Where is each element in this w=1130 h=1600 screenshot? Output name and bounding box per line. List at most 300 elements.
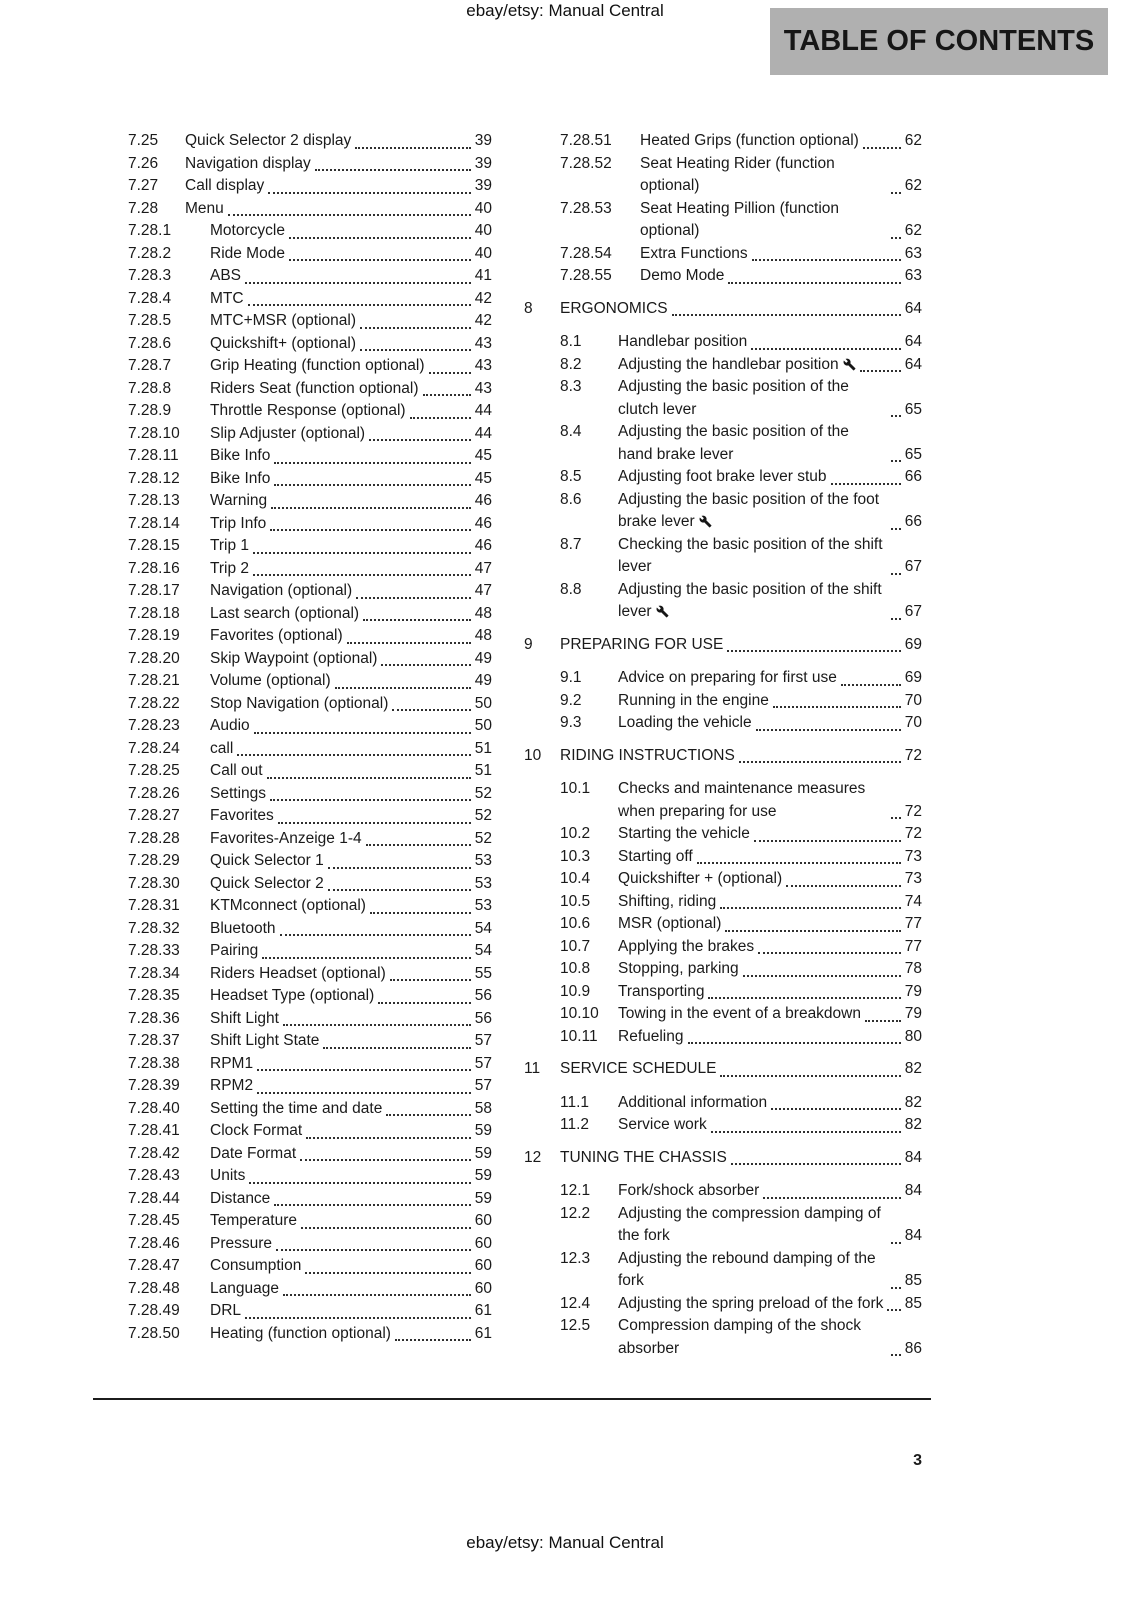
toc-entry [524,981,922,1004]
toc-entry-title [210,490,269,513]
toc-entry-title [185,198,226,221]
toc-entry-title-text: Last search (optional) [210,604,360,622]
toc-entry-page: 47 [474,582,492,599]
toc-entry-page: 64 [904,333,922,350]
toc-entry [128,400,492,423]
toc-entry-title [618,534,889,579]
toc-entry-title [560,1147,729,1170]
dotted-leader [891,618,901,620]
toc-entry-number: 8.7 [560,535,582,553]
toc-entry-number: 12 [524,1148,542,1166]
toc-entry-title [640,153,889,198]
toc-entry-title [640,130,861,153]
toc-entry-page: 70 [904,691,922,709]
dotted-leader [301,1227,471,1229]
toc-entry-number: 8.1 [560,333,582,350]
toc-entry-title-text: PREPARING FOR USE [560,635,724,653]
toc-entry-title [210,1143,298,1166]
toc-entry [128,1120,492,1143]
toc-entry-number: 7.28.8 [128,379,172,397]
toc-entry-number: 10.5 [560,892,591,910]
toc-entry-title [210,850,326,873]
toc-entry-page: 63 [904,244,922,262]
toc-entry-number: 7.28.1 [128,222,172,239]
dotted-leader [274,484,470,486]
toc-entry-number: 9.3 [560,714,582,731]
toc-entry-number: 11.1 [560,1093,590,1111]
toc-entry-title [640,198,889,243]
toc-entry-title-text: Settings [210,784,267,802]
toc-entry-title-text: Adjusting the spring preload of the fork [618,1294,884,1312]
dotted-leader [328,889,471,891]
toc-entry-title-text: Fork/shock absorber [618,1182,760,1199]
toc-entry-title-text: Grip Heating (function optional) [210,357,425,374]
toc-entry-page: 40 [474,199,492,217]
toc-entry-title-text: Adjusting the rebound damping of the fork [618,1249,876,1289]
toc-entry-title-text: Trip Info [210,514,267,532]
toc-entry-title [210,828,364,851]
toc-entry [128,288,492,311]
toc-entry-number: 7.28.16 [128,559,180,577]
toc-entry-title [210,603,361,626]
toc-entry-page: 39 [474,132,492,149]
toc-entry-title-text: Volume (optional) [210,672,331,689]
toc-entry-number: 7.28.3 [128,267,172,284]
toc-entry-number: 10 [524,746,542,764]
toc-entry-title [618,1293,885,1316]
toc-entry-page: 43 [474,357,492,374]
toc-entry-page: 52 [474,829,492,847]
toc-entry-title-text: Adjusting the basic position of the hand brake lever [618,423,849,463]
toc-entry-title [210,310,358,333]
toc-entry-number: 7.28.53 [560,199,612,217]
dotted-leader [300,1159,471,1161]
toc-entry-page: 39 [474,177,492,194]
toc-entry [524,421,922,466]
dotted-leader [771,1108,901,1110]
toc-entry-page: 65 [904,400,922,418]
toc-entry-page: 42 [474,312,492,329]
toc-entry-title-text: Distance [210,1189,271,1207]
toc-entry [524,868,922,891]
toc-entry [128,265,492,288]
toc-entry-title-text: Menu [185,199,224,217]
dotted-leader [369,439,471,441]
toc-entry-title-text: Throttle Response (optional) [210,402,406,419]
toc-entry-title-text: Quick Selector 2 display [185,132,352,149]
toc-entry-page: 79 [904,1005,922,1022]
toc-entry-title-text: Favorites [210,807,274,824]
dotted-leader [228,214,471,216]
toc-entry-title-text: Bike Info [210,469,271,487]
toc-entry-title-text: Call display [185,177,265,194]
toc-entry-page: 67 [904,558,922,575]
toc-entry-title-text: Quick Selector 1 [210,852,324,869]
toc-entry-page: 56 [474,1009,492,1027]
toc-entry-title-text: Quickshifter + (optional) [618,870,783,887]
dotted-leader [763,1197,900,1199]
toc-entry-title [210,513,268,536]
toc-entry [524,958,922,981]
toc-entry-title-text: Handlebar position [618,333,748,350]
toc-entry-page: 73 [904,870,922,887]
toc-entry-title-text: Advice on preparing for first use [618,669,837,686]
toc-entry-number: 7.28.54 [560,244,612,262]
toc-entry-page: 60 [474,1279,492,1297]
toc-entry-title-text: Bike Info [210,447,271,464]
toc-entry-title-text: Quickshift+ (optional) [210,334,357,352]
toc-entry-title [560,634,725,657]
toc-entry-number: 7.28.49 [128,1302,180,1319]
toc-entry-page: 54 [474,942,492,959]
dotted-leader [751,348,900,350]
toc-entry-title-text: RPM1 [210,1054,254,1072]
toc-entry-title-text: DRL [210,1302,242,1319]
toc-entry-page: 82 [904,1116,922,1133]
toc-entry-number: 10.2 [560,825,591,842]
toc-entry-number: 7.28.5 [128,312,172,329]
toc-entry-page: 62 [904,177,922,194]
bottom-watermark: ebay/etsy: Manual Central [466,1533,664,1552]
top-watermark: ebay/etsy: Manual Central [466,1,664,20]
toc-entry [524,1180,922,1203]
toc-entry-page: 44 [474,402,492,419]
dotted-leader [891,528,901,530]
toc-entry-number: 12.2 [560,1204,591,1222]
toc-entry-title [618,1092,769,1115]
toc-entry-title [618,331,749,354]
toc-entry [128,850,492,873]
toc-entry-number: 8.2 [560,355,582,373]
toc-entry-number: 7.28.18 [128,604,180,622]
toc-entry-page: 60 [474,1234,492,1252]
toc-entry-number: 10.11 [560,1027,598,1045]
toc-entry-number: 7.28.11 [128,447,179,464]
toc-entry-page: 72 [904,825,922,842]
toc-entry-title-text: RPM2 [210,1077,254,1094]
dotted-leader [863,147,901,149]
toc-entry-page: 48 [474,627,492,644]
toc-entry-title-text: Temperature [210,1212,298,1229]
toc-entry-title-text: Adjusting foot brake lever stub [618,468,827,485]
toc-entry-page: 40 [474,222,492,239]
toc-entry-title-text: Adjusting the handlebar position [618,355,839,373]
toc-entry [128,1188,492,1211]
toc-entry-page: 62 [904,222,922,239]
toc-entry-number: 8.5 [560,468,582,485]
dotted-leader [756,729,901,731]
toc-entry-page: 59 [474,1189,492,1207]
toc-entry-title [210,873,326,896]
dotted-leader [831,483,901,485]
toc-entry-number: 12.4 [560,1294,591,1312]
toc-entry-title-text: Trip 2 [210,559,250,577]
toc-entry-title [618,466,829,489]
toc-entry-title-text: call [210,739,234,757]
dotted-leader [386,1114,470,1116]
toc-entry-page: 55 [474,964,492,982]
toc-entry [128,625,492,648]
toc-entry [128,783,492,806]
toc-entry-number: 7.28.30 [128,874,180,892]
toc-entry [128,243,492,266]
toc-entry-title [618,354,858,377]
toc-entry [128,310,492,333]
toc-entry [524,153,922,198]
toc-entry-title [618,667,839,690]
toc-entry-page: 52 [474,784,492,802]
toc-entry-page: 46 [474,537,492,554]
toc-entry-title [210,963,388,986]
toc-entry-title-text: RIDING INSTRUCTIONS [560,746,735,764]
toc-entry-page: 59 [474,1144,492,1162]
toc-entry [524,823,922,846]
toc-entry [128,603,492,626]
toc-entry [524,489,922,534]
toc-entry [128,198,492,221]
toc-entry-title-text: Stop Navigation (optional) [210,694,389,712]
toc-entry-page: 69 [904,635,922,653]
toc-entry-title [185,153,313,176]
toc-entry-title-text: Audio [210,717,250,734]
toc-entry-title [210,1323,393,1346]
toc-entry-title-text: KTMconnect (optional) [210,897,366,914]
toc-entry-page: 52 [474,807,492,824]
toc-entry-number: 7.28.24 [128,739,180,757]
toc-entry-number: 7.28.13 [128,492,180,509]
toc-entry [128,445,492,468]
toc-entry-title-text: ERGONOMICS [560,299,668,317]
toc-entry-page: 74 [904,892,922,910]
toc-entry [128,805,492,828]
dotted-leader [731,1163,901,1165]
toc-entry [524,1293,922,1316]
toc-entry-title-text: Shift Light State [210,1032,320,1049]
toc-entry-title-text: Checking the basic position of the shift lever [618,535,883,575]
dotted-leader [360,327,471,329]
toc-entry-title-text: Loading the vehicle [618,714,752,731]
toc-entry [128,985,492,1008]
toc-entry-number: 8.8 [560,580,582,598]
toc-entry-page: 48 [474,604,492,622]
dotted-leader [267,777,471,779]
toc-entry-page: 62 [904,132,922,149]
toc-entry-title [210,1210,299,1233]
toc-entry-number: 7.28.43 [128,1167,180,1184]
toc-entry-title-text: Navigation display [185,154,311,172]
toc-entry-page: 84 [904,1148,922,1166]
toc-entry-title-text: Refueling [618,1027,684,1045]
toc-entry-page: 45 [474,469,492,487]
dotted-leader [271,507,471,509]
toc-banner-title: TABLE OF CONTENTS [783,25,1095,57]
toc-entry-title-text: Stopping, parking [618,960,739,977]
toc-entry-title-text: SERVICE SCHEDULE [560,1060,717,1077]
toc-entry-title-text: Ride Mode [210,244,285,262]
dotted-leader [423,394,471,396]
toc-entry-page: 43 [474,379,492,397]
toc-entry-title [618,376,889,421]
toc-entry-number: 7.28.26 [128,784,180,802]
toc-entry-page: 86 [904,1339,922,1357]
dotted-leader [708,997,900,999]
toc-entry-page: 61 [474,1324,492,1342]
toc-entry-number: 7.28.29 [128,852,180,869]
dotted-leader [283,1024,471,1026]
dotted-leader [392,709,470,711]
toc-entry-number: 7.28.37 [128,1032,180,1049]
toc-entry-title [210,445,272,468]
toc-entry [524,466,922,489]
toc-entry [128,918,492,941]
toc-entry-title-text: Call out [210,762,263,779]
toc-entry [128,940,492,963]
toc-entry-title [640,243,750,266]
toc-entry-number: 8.6 [560,490,582,508]
toc-entry-title [210,1188,272,1211]
toc-entry [524,690,922,713]
toc-entry-title [210,1053,255,1076]
toc-entry [128,873,492,896]
toc-entry [524,1003,922,1026]
toc-entry-page: 85 [904,1294,922,1312]
dotted-leader [305,1272,470,1274]
toc-entry-page: 84 [904,1182,922,1199]
toc-entry [128,1300,492,1323]
toc-entry-title-text: TUNING THE CHASSIS [560,1148,727,1166]
toc-entry-page: 51 [474,762,492,779]
toc-entry-page: 40 [474,244,492,262]
toc-entry-title-text: Demo Mode [640,267,725,284]
toc-entry [128,423,492,446]
toc-entry-title-text: Riders Headset (optional) [210,964,386,982]
toc-entry [524,1026,922,1049]
dotted-leader [891,817,901,819]
toc-entry-page: 39 [474,154,492,172]
toc-entry-number: 7.28.31 [128,897,180,914]
dotted-leader [323,1047,470,1049]
toc-entry-page: 72 [904,802,922,820]
dotted-leader [283,1294,471,1296]
toc-entry-title-text: Trip 1 [210,537,250,554]
dotted-leader [289,259,471,261]
toc-entry-title [210,468,272,491]
dotted-leader [841,684,901,686]
dotted-leader [672,314,901,316]
toc-entry-page: 44 [474,424,492,442]
dotted-leader [720,1075,900,1077]
toc-entry-title [210,1098,384,1121]
toc-entry [524,1203,922,1248]
toc-entry-page: 64 [904,299,922,317]
toc-entry-title [618,868,784,891]
dotted-leader [728,282,900,284]
toc-entry-title-text: Additional information [618,1093,768,1111]
toc-entry-title [618,891,718,914]
toc-entry [524,130,922,153]
toc-entry-title [210,625,345,648]
toc-entry-title [210,783,268,806]
toc-entry-title [618,1003,863,1026]
toc-entry-title [210,1165,247,1188]
toc-entry-title-text: Units [210,1167,246,1184]
toc-entry-number: 8 [524,299,533,317]
dotted-leader [865,1020,901,1022]
toc-entry [128,513,492,536]
toc-entry-title-text: Shift Light [210,1009,279,1027]
dotted-leader [860,370,901,372]
toc-entry-number: 7.28.28 [128,829,180,847]
toc-entry-number: 10.3 [560,847,591,865]
toc-entry-number: 7.28.45 [128,1212,180,1229]
toc-entry [128,1053,492,1076]
dotted-leader [697,862,901,864]
page-number: 3 [913,1452,922,1469]
toc-entry-title [618,1203,889,1248]
toc-entry-page: 67 [904,603,922,620]
toc-entry-number: 7.28.15 [128,537,180,554]
toc-entry-number: 7.28.27 [128,807,180,824]
toc-entry [128,1255,492,1278]
dotted-leader [366,844,471,846]
toc-entry-title [185,175,266,198]
toc-entry-page: 53 [474,874,492,892]
dotted-leader [891,1354,901,1356]
toc-entry-title-text: Pressure [210,1234,273,1252]
toc-entry-title-text: Shifting, riding [618,892,717,910]
toc-entry-number: 7.28.46 [128,1234,180,1252]
toc-entry-title-text: Adjusting the compression damping of the fork [618,1204,881,1244]
toc-entry-number: 10.1 [560,780,591,797]
toc-entry-title [618,1315,889,1360]
toc-entry-title [618,958,741,981]
toc-entry-number: 10.9 [560,982,591,1000]
toc-entry-title-text: Clock Format [210,1122,303,1139]
toc-entry-title-text: Transporting [618,982,705,1000]
toc-entry-title-text: Adjusting the basic position of the shift lever [618,580,882,620]
dotted-leader [891,415,901,417]
dotted-leader [891,460,901,462]
toc-entry-number: 7.28.32 [128,919,180,937]
toc-entry [128,558,492,581]
toc-entry [128,378,492,401]
toc-entry-number: 7.28.23 [128,717,180,734]
toc-entry-title [618,981,706,1004]
dotted-leader [253,552,471,554]
toc-entry-title [210,760,265,783]
toc-entry [128,1075,492,1098]
toc-entry [524,778,922,823]
toc-entry-title-text: Navigation (optional) [210,582,353,599]
toc-entry-title-text: Favorites (optional) [210,627,343,644]
toc-entry [524,298,922,321]
toc-entry-title-text: MTC [210,289,244,307]
toc-entry-title-text: Compression damping of the shock absorber [618,1317,861,1357]
toc-entry-title [210,423,367,446]
toc-entry-title-text: Setting the time and date [210,1099,383,1117]
toc-entry-page: 73 [904,847,922,865]
toc-entry-title-text: Checks and maintenance measures when preparing for use [618,780,866,820]
dotted-leader [688,1042,901,1044]
toc-entry-number: 7.28.2 [128,244,172,262]
toc-entry-title [210,378,421,401]
dotted-leader [754,840,901,842]
toc-entry-number: 7.28 [128,199,159,217]
toc-entry-page: 43 [474,334,492,352]
dotted-leader [395,1339,471,1341]
toc-entry-title [210,355,427,378]
toc-entry-title [210,1278,281,1301]
